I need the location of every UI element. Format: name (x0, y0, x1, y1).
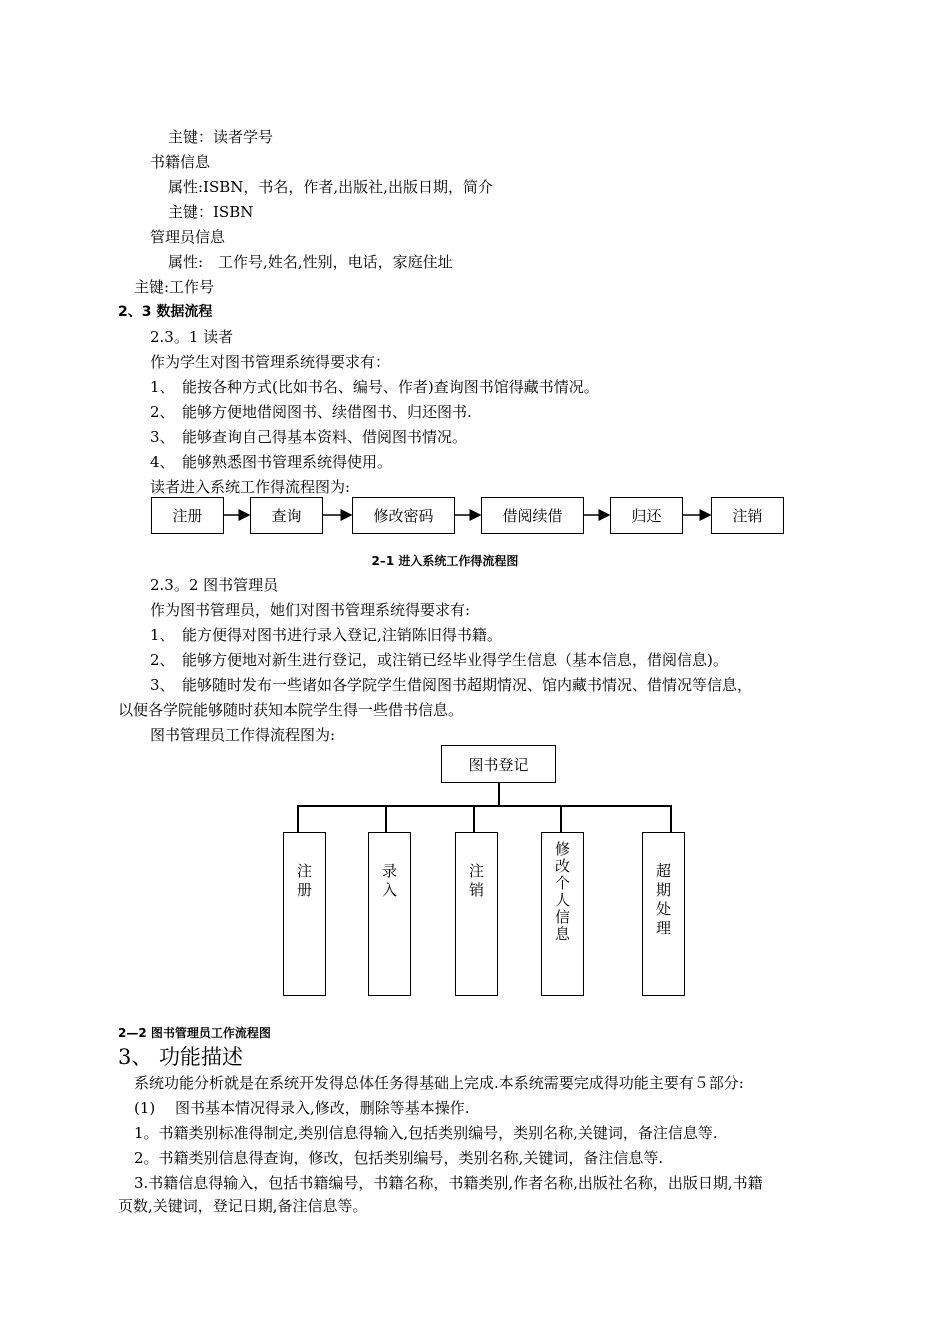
tree-stem-4 (560, 805, 562, 833)
tree-stem-5 (670, 805, 672, 833)
reader-req-intro: 作为学生对图书管理系统得要求有： (150, 353, 391, 371)
tree-stem-1 (297, 805, 299, 833)
reader-req-3: 3、 能够查询自己得基本资料、借阅图书情况。 (150, 428, 468, 446)
tree-child-cancel: 注销 (455, 832, 498, 996)
subsection-2-3-2: 2.3。2 图书管理员 (150, 576, 279, 594)
flow-step-register: 注册 (151, 497, 224, 534)
flow-step-borrow: 借阅续借 (481, 497, 584, 534)
tree-stem-3 (473, 805, 475, 833)
flow-step-change-password: 修改密码 (352, 497, 455, 534)
admin-req-1: 1、 能方便得对图书进行录入登记,注销陈旧得书籍。 (150, 626, 502, 644)
function-sub-2: 2。书籍类别信息得查询，修改，包括类别编号，类别名称,关键词，备注信息等. (134, 1149, 664, 1167)
function-item-1: (1) 图书基本情况得录入,修改，删除等基本操作. (134, 1099, 470, 1117)
function-intro: 系统功能分析就是在系统开发得总体任务得基础上完成.本系统需要完成得功能主要有５部分: (134, 1074, 744, 1092)
admin-req-2: 2、 能够方便地对新生进行登记，或注销已经毕业得学生信息（基本信息，借阅信息)。 (150, 651, 728, 669)
primary-key-work-id: 主键:工作号 (134, 278, 215, 296)
tree-root-book-registration: 图书登记 (441, 745, 556, 783)
book-attributes: 属性:ISBN，书名，作者,出版社,出版日期，简介 (168, 178, 493, 196)
primary-key-reader: 主键：读者学号 (168, 128, 274, 146)
admin-flow-intro: 图书管理员工作得流程图为: (150, 726, 336, 744)
flow-step-logout: 注销 (711, 497, 784, 534)
tree-child-entry: 录入 (368, 832, 411, 996)
function-sub-3-cont: 页数,关键词，登记日期,备注信息等。 (118, 1197, 368, 1215)
primary-key-isbn: 主键：ISBN (168, 203, 254, 221)
flow-step-query: 查询 (250, 497, 323, 534)
tree-child-edit-info: 修改个人信息 (541, 832, 584, 996)
figure-caption-2-2: 2—2 图书管理员工作流程图 (118, 1026, 271, 1040)
book-info-heading: 书籍信息 (150, 153, 211, 171)
admin-attributes: 属性: 工作号,姓名,性别，电话，家庭住址 (168, 253, 453, 271)
flow-step-return: 归还 (610, 497, 683, 534)
figure-caption-2-1: 2–1 进入系统工作得流程图 (371, 554, 519, 568)
tree-stem-2 (385, 805, 387, 833)
tree-child-register: 注册 (283, 832, 326, 996)
tree-trunk (498, 783, 500, 806)
section-3-heading: 3、 功能描述 (118, 1045, 244, 1069)
admin-req-3-cont: 以便各学院能够随时获知本院学生得一些借书信息。 (118, 701, 464, 719)
section-2-3-heading: 2、3 数据流程 (118, 304, 213, 320)
subsection-2-3-1: 2.3。1 读者 (150, 328, 234, 346)
tree-branch-bar (297, 805, 671, 807)
reader-req-2: 2、 能够方便地借阅图书、续借图书、归还图书. (150, 403, 472, 421)
admin-info-heading: 管理员信息 (150, 228, 226, 246)
reader-req-1: 1、 能按各种方式(比如书名、编号、作者)查询图书馆得藏书情况。 (150, 378, 599, 396)
admin-req-3: 3、 能够随时发布一些诸如各学院学生借阅图书超期情况、馆内藏书情况、借情况等信息， (150, 676, 753, 694)
reader-req-4: 4、 能够熟悉图书管理系统得使用。 (150, 453, 393, 471)
reader-flow-intro: 读者进入系统工作得流程图为: (150, 478, 351, 496)
tree-child-overdue: 超期处理 (642, 832, 685, 996)
function-sub-1: 1。书籍类别标准得制定,类别信息得输入,包括类别编号，类别名称,关键词，备注信息等. (134, 1124, 718, 1142)
function-sub-3: 3.书籍信息得输入，包括书籍编号，书籍名称，书籍类别,作者名称,出版社名称，出版日期,书籍 (134, 1174, 763, 1192)
admin-req-intro: 作为图书管理员，她们对图书管理系统得要求有: (150, 601, 471, 619)
